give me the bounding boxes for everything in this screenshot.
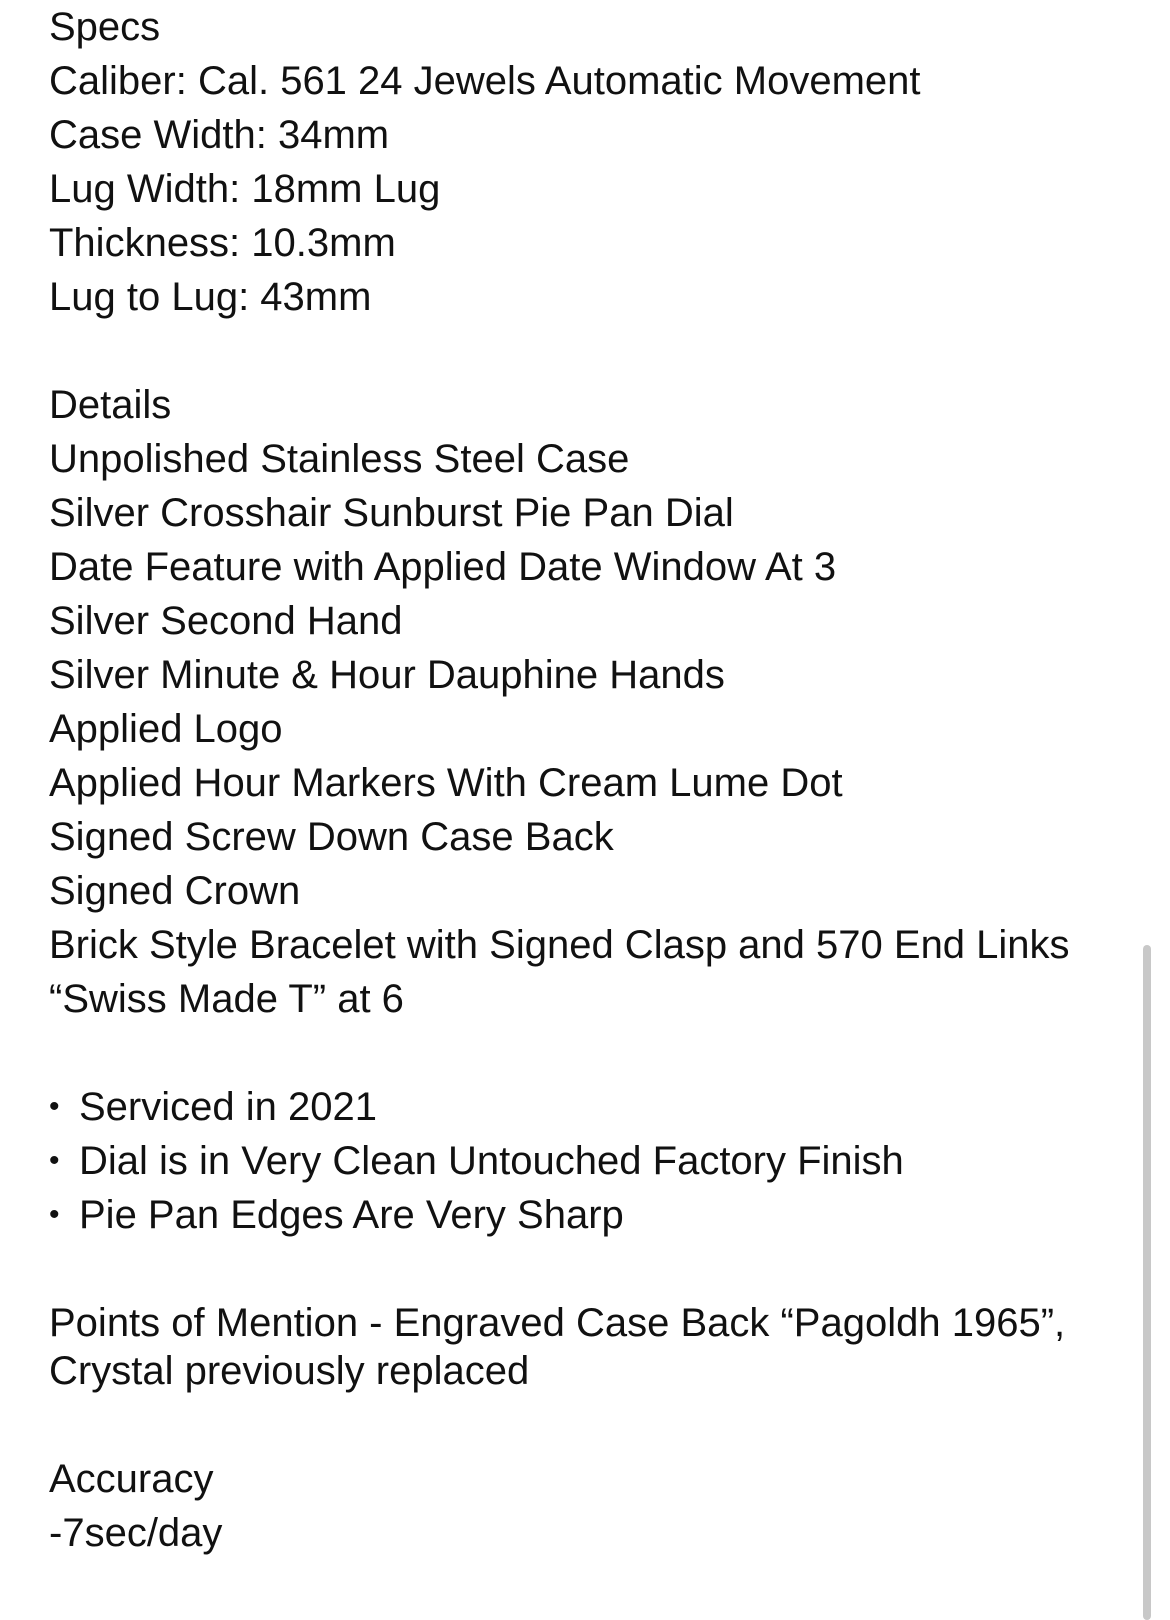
detail-hands: Silver Minute & Hour Dauphine Hands: [49, 653, 725, 697]
spacer: [49, 324, 1109, 378]
detail-date: Date Feature with Applied Date Window At 3: [49, 545, 837, 589]
spec-thickness: Thickness: 10.3mm: [49, 221, 396, 265]
detail-bracelet: Brick Style Bracelet with Signed Clasp and 570 End Links: [49, 923, 1070, 967]
detail-crown: Signed Crown: [49, 869, 301, 913]
spec-caliber: Caliber: Cal. 561 24 Jewels Automatic Movement: [49, 59, 921, 103]
spec-case-width: Case Width: 34mm: [49, 113, 390, 157]
accuracy-value: -7sec/day: [49, 1511, 223, 1555]
points-of-mention: Points of Mention - Engraved Case Back “Pagoldh 1965”, Crystal previously replaced: [49, 1301, 1066, 1393]
details-heading: Details: [49, 383, 172, 427]
detail-dial: Silver Crosshair Sunburst Pie Pan Dial: [49, 491, 734, 535]
spacer: [49, 1242, 1109, 1296]
bullet-dial-finish: • Dial is in Very Clean Untouched Factory Finish: [49, 1134, 1109, 1188]
detail-swiss-made: “Swiss Made T” at 6: [49, 977, 404, 1021]
detail-logo: Applied Logo: [49, 707, 283, 751]
bullet-pie-pan-edges: • Pie Pan Edges Are Very Sharp: [49, 1188, 1109, 1242]
specs-heading: Specs: [49, 5, 161, 49]
spacer: [49, 1026, 1109, 1080]
detail-case: Unpolished Stainless Steel Case: [49, 437, 630, 481]
note-body[interactable]: [49, 0, 1109, 1560]
spacer: [49, 1398, 1109, 1452]
detail-case-back: Signed Screw Down Case Back: [49, 815, 614, 859]
accuracy-heading: Accuracy: [49, 1457, 214, 1501]
spec-lug-width: Lug Width: 18mm Lug: [49, 167, 441, 211]
spec-lug-to-lug: Lug to Lug: 43mm: [49, 275, 372, 319]
vertical-scrollbar[interactable]: [1143, 945, 1151, 1620]
bullet-serviced: • Serviced in 2021: [49, 1080, 1109, 1134]
detail-markers: Applied Hour Markers With Cream Lume Dot: [49, 761, 843, 805]
detail-second-hand: Silver Second Hand: [49, 599, 403, 643]
